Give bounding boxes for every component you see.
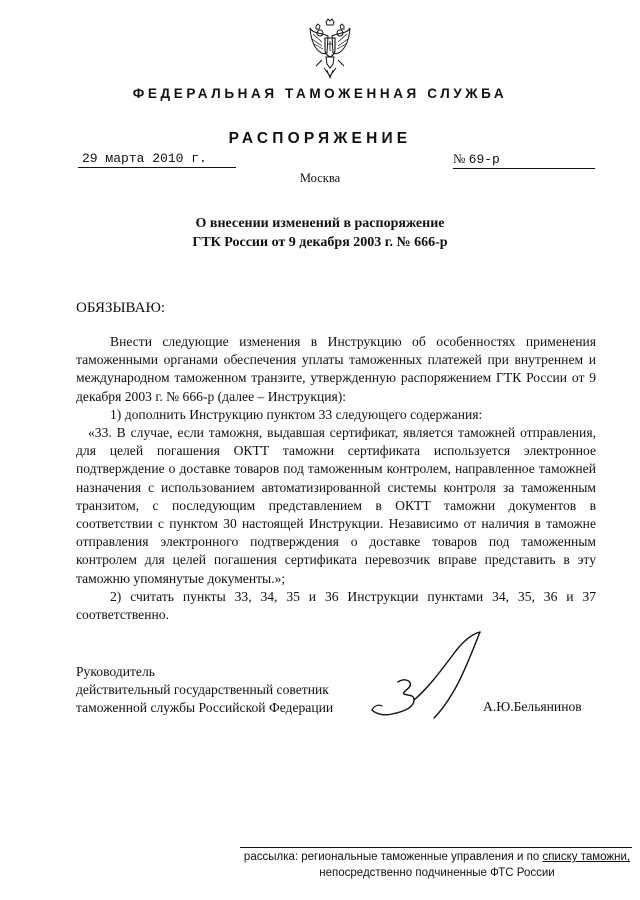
number-value: 69-р [468, 152, 500, 167]
document-number [453, 150, 595, 169]
signer-title-2: действительный государственный советник [76, 682, 329, 698]
document-type: РАСПОРЯЖЕНИЕ [228, 130, 412, 147]
distribution-note [240, 849, 634, 881]
agency-name: ФЕДЕРАЛЬНАЯ ТАМОЖЕННАЯ СЛУЖБА [132, 86, 508, 101]
distribution-prefix: рассылка: региональные таможенные управления и по [243, 851, 543, 863]
number-prefix: № [453, 151, 466, 166]
paragraph-item-1: 1) дополнить Инструкцию пунктом 33 следующего содержания: [110, 406, 483, 422]
signer-title-1: Руководитель [76, 664, 155, 679]
distribution-line-2: непосредственно подчиненные ФТС России [319, 867, 555, 879]
paragraph-quote: «33. В случае, если таможня, выдавшая сертификат, является таможней отправления, для целей погашения ОКТТ таможни сертификата используется электронное подтверждение о доставке товаров под таможенным контролем, направленное таможней назначения с использованием автоматизированной системы контроля за таможенным транзитом, с последующим представлением в ОКТТ таможни документов в соответствии с пунктом 30 настоящей Инструкции. Независимо от наличия в таможне отправления электронного подтверждения о доставке товаров под таможенным контролем для целей погашения сертификата перевозчик вправе представить в эту таможню упомянутые документы.»; [76, 425, 596, 586]
signer-name: А.Ю.Бельянинов [483, 699, 582, 714]
distribution-list-link: списку таможни, [542, 851, 631, 863]
document-subject [0, 214, 640, 252]
coat-of-arms-icon [308, 18, 352, 80]
distribution-line-1 [240, 849, 634, 865]
subject-line-1: О внесении изменений в распоряжение [195, 216, 445, 231]
document-date: 29 марта 2010 г. [78, 150, 236, 168]
document-body [76, 333, 596, 624]
order-word: ОБЯЗЫВАЮ: [76, 300, 166, 316]
signer-title-3: таможенной службы Российской Федерации [76, 700, 334, 716]
paragraph-item-2: 2) считать пункты 33, 34, 35 и 36 Инструкции пунктами 34, 35, 36 и 37 соответственно. [76, 588, 596, 623]
paragraph-intro: Внести следующие изменения в Инструкцию об особенностях применения таможенными органами обеспечения уплаты таможенных платежей при внутреннем и международном таможенном транзите, утвержденную распоряжением ГТК России от 9 декабря 2003 г. № 666-р (далее – Инструкция): [76, 334, 596, 404]
subject-line-2: ГТК России от 9 декабря 2003 г. № 666-р [192, 235, 448, 250]
signer-block [76, 663, 333, 718]
distribution-rule [240, 847, 632, 848]
document-city: Москва [299, 171, 341, 185]
